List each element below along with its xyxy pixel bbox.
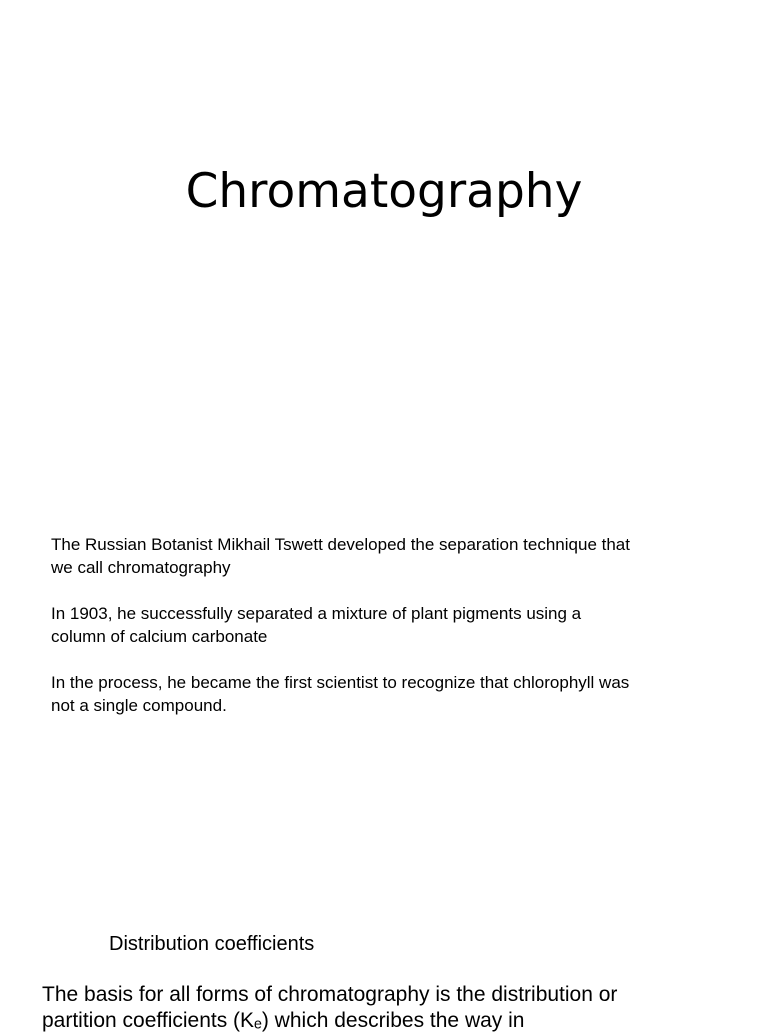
intro-paragraphs: [51, 533, 631, 740]
intro-paragraph: In the process, he became the first scientist to recognize that chlorophyll was not a single compound.: [51, 673, 630, 715]
section-body: The basis for all forms of chromatography is the distribution or partition coefficients (Kₑ) which describes the way in: [42, 983, 618, 1032]
page-title: Chromatography: [185, 164, 583, 219]
intro-paragraph: In 1903, he successfully separated a mixture of plant pigments using a column of calcium carbonate: [51, 604, 582, 646]
section-heading: Distribution coefficients: [109, 933, 315, 955]
intro-paragraph: The Russian Botanist Mikhail Tswett developed the separation technique that we call chromatography: [51, 535, 630, 577]
